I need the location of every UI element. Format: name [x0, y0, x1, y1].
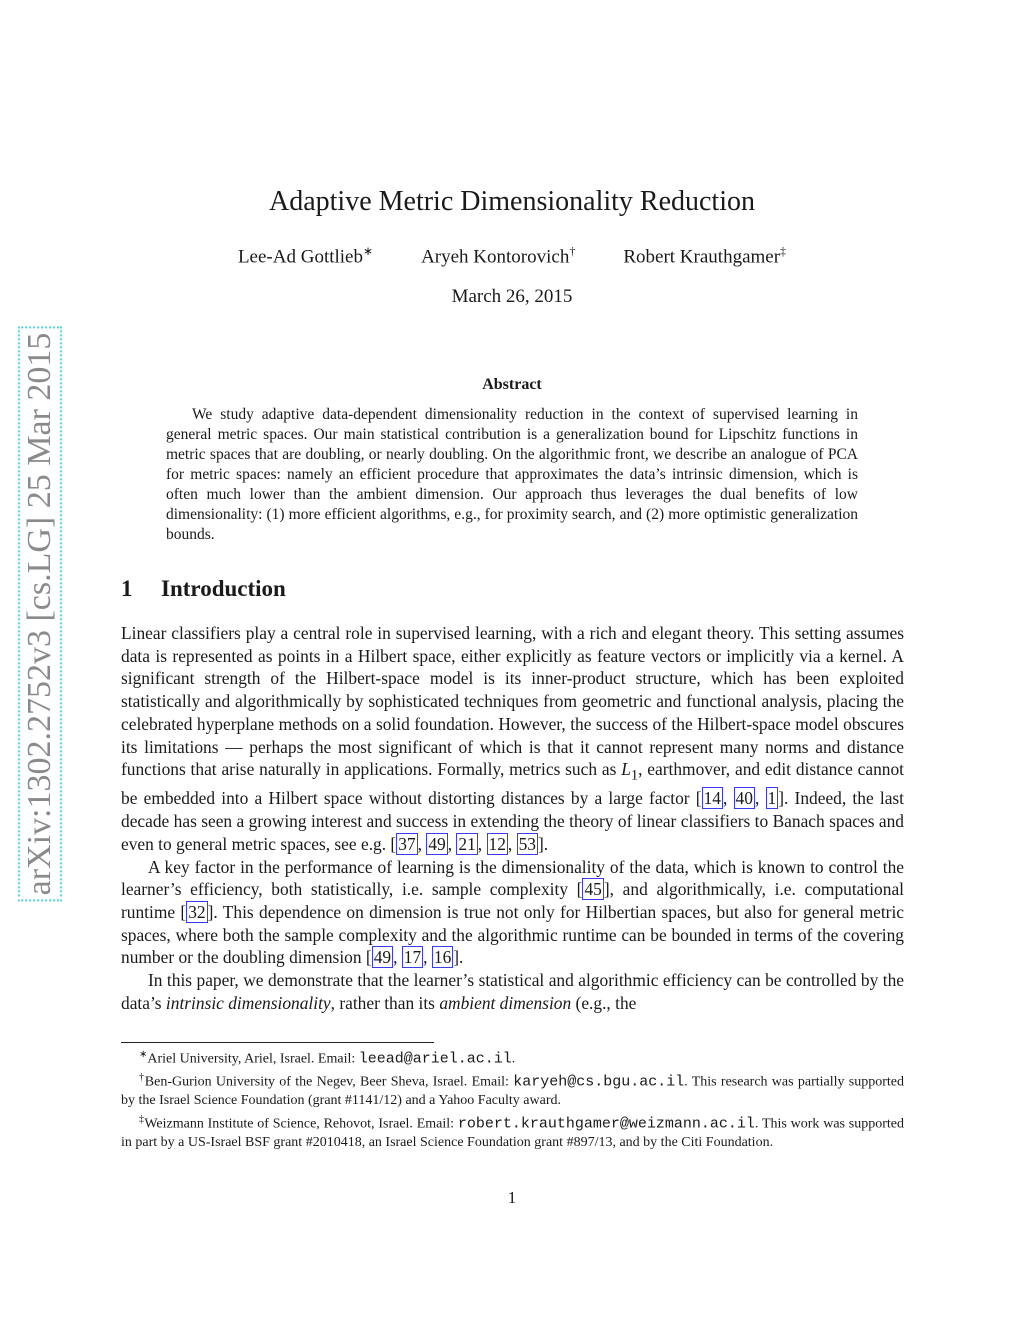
email-link[interactable]: leead@ariel.ac.il [358, 1050, 512, 1068]
author-2: Aryeh Kontorovich† [421, 244, 576, 268]
abstract-text: We study adaptive data-dependent dimensionality reduction in the context of supervised learning in general metric spaces. Our main statistical contribution is a generalization bound for Lipschitz functions in metric spaces that are doubling, or nearly doubling. On the algorithmic front, we describe an analogue of PCA for metric spaces: namely an efficient procedure that approximates the data’s intrinsic dimension, which is often much lower than the ambient dimension. Our approach thus leverages the dual benefits of low dimensionality: (1) more efficient algorithms, e.g., for proximity search, and (2) more optimistic generalization bounds. [166, 406, 858, 543]
citation-link[interactable]: 53 [518, 833, 536, 854]
citation-link[interactable]: 32 [188, 901, 206, 922]
paper-date: March 26, 2015 [451, 286, 573, 307]
citation-link[interactable]: 49 [428, 833, 446, 854]
paragraph-2: A key factor in the performance of learning is the dimensionality of the data, which is known to control the learner’s efficiency, both statistically, i.e. sample complexity [ 45 ], and algorithmically, i.e. computational runtime [ 32 ]. This dependence on dimension is true not only for Hilbertian spaces, but also for general metric spaces, where both the sample complexity and the algorithmic runtime can be bounded in terms of the covering number or the doubling dimension [ 49 , 17 , 16 ]. [121, 856, 904, 968]
footnote-1: ∗Ariel University, Ariel, Israel. Email: leead@ariel.ac.il. [139, 1049, 516, 1068]
citation-link[interactable]: 14 [703, 788, 721, 809]
author-1: Lee-Ad Gottlieb∗ [237, 244, 374, 268]
footnote-divider [121, 1042, 434, 1043]
arxiv-identifier-stamp: arXiv:1302.2752v3 [cs.LG] 25 Mar 2015 [18, 327, 62, 902]
author-3: Robert Krauthgamer‡ [623, 244, 787, 268]
citation-link[interactable]: 1 [767, 788, 777, 809]
author-list [0, 244, 1024, 268]
email-link[interactable]: robert.krauthgamer@weizmann.ac.il [457, 1115, 755, 1133]
citation-link[interactable]: 49 [373, 947, 392, 968]
citation-link[interactable]: 40 [735, 788, 753, 809]
footnotes [121, 1046, 904, 1152]
citation-link[interactable]: 12 [488, 833, 506, 854]
citation-link[interactable]: 16 [433, 947, 452, 968]
footnote-2: †Ben-Gurion University of the Negev, Beer Sheva, Israel. Email: karyeh@cs.bgu.ac.il. This research was partially supported by the Israel Science Foundation (grant #1141/12) and a Yahoo Faculty award. [121, 1072, 904, 1109]
paper-title: Adaptive Metric Dimensionality Reduction [268, 186, 755, 217]
abstract-heading: Abstract [482, 376, 542, 393]
paragraph-3: In this paper, we demonstrate that the learner’s statistical and algorithmic efficiency can be controlled by the data’s intrinsic dimensionality, rather than its ambient dimension (e.g., the [121, 970, 904, 1013]
footnote-3: ‡Weizmann Institute of Science, Rehovot, Israel. Email: robert.krauthgamer@weizmann.ac.il. This work was supported in part by a US-Israel BSF grant #2010418, an Israel Science Foundation grant #897/13, and by the Citi Foundation. [121, 1113, 905, 1150]
citation-link[interactable]: 17 [403, 947, 422, 968]
paragraph-1: Linear classifiers play a central role in supervised learning, with a rich and elegant theory. This setting assumes data is represented as points in a Hilbert space, either explicitly as feature vectors or implicitly via a kernel. A significant strength of the Hilbert-space model is its inner-product structure, which has been exploited statistically and algorithmically by sophisticated techniques from geometric and functional analysis, placing the celebrated hyperplane methods on a solid foundation. However, the success of the Hilbert-space model obscures its limitations — perhaps the most significant of which is that it cannot represent many norms and distance functions that arise naturally in applications. Formally, metrics such as $L_1$, earthmover, and edit distance cannot be embedded into a Hilbert space without distorting distances by a large factor [ 14 , 40 , 1 ]. Indeed, the last decade has seen a growing interest and success in extending the theory of linear classifiers to Banach spaces and even to general metric spaces, see e.g. [ 37 , 49 , 21 , 12 , 53 ]. [121, 623, 905, 854]
section-number: 1 [121, 576, 133, 601]
citation-link[interactable]: 37 [398, 833, 416, 854]
body-text [121, 622, 904, 1014]
section-title: Introduction [161, 576, 286, 601]
email-link[interactable]: karyeh@cs.bgu.ac.il [513, 1073, 685, 1091]
page-number: 1 [507, 1188, 517, 1207]
citation-link[interactable]: 45 [584, 879, 602, 900]
section-heading [121, 576, 286, 602]
citation-link[interactable]: 21 [458, 833, 476, 854]
